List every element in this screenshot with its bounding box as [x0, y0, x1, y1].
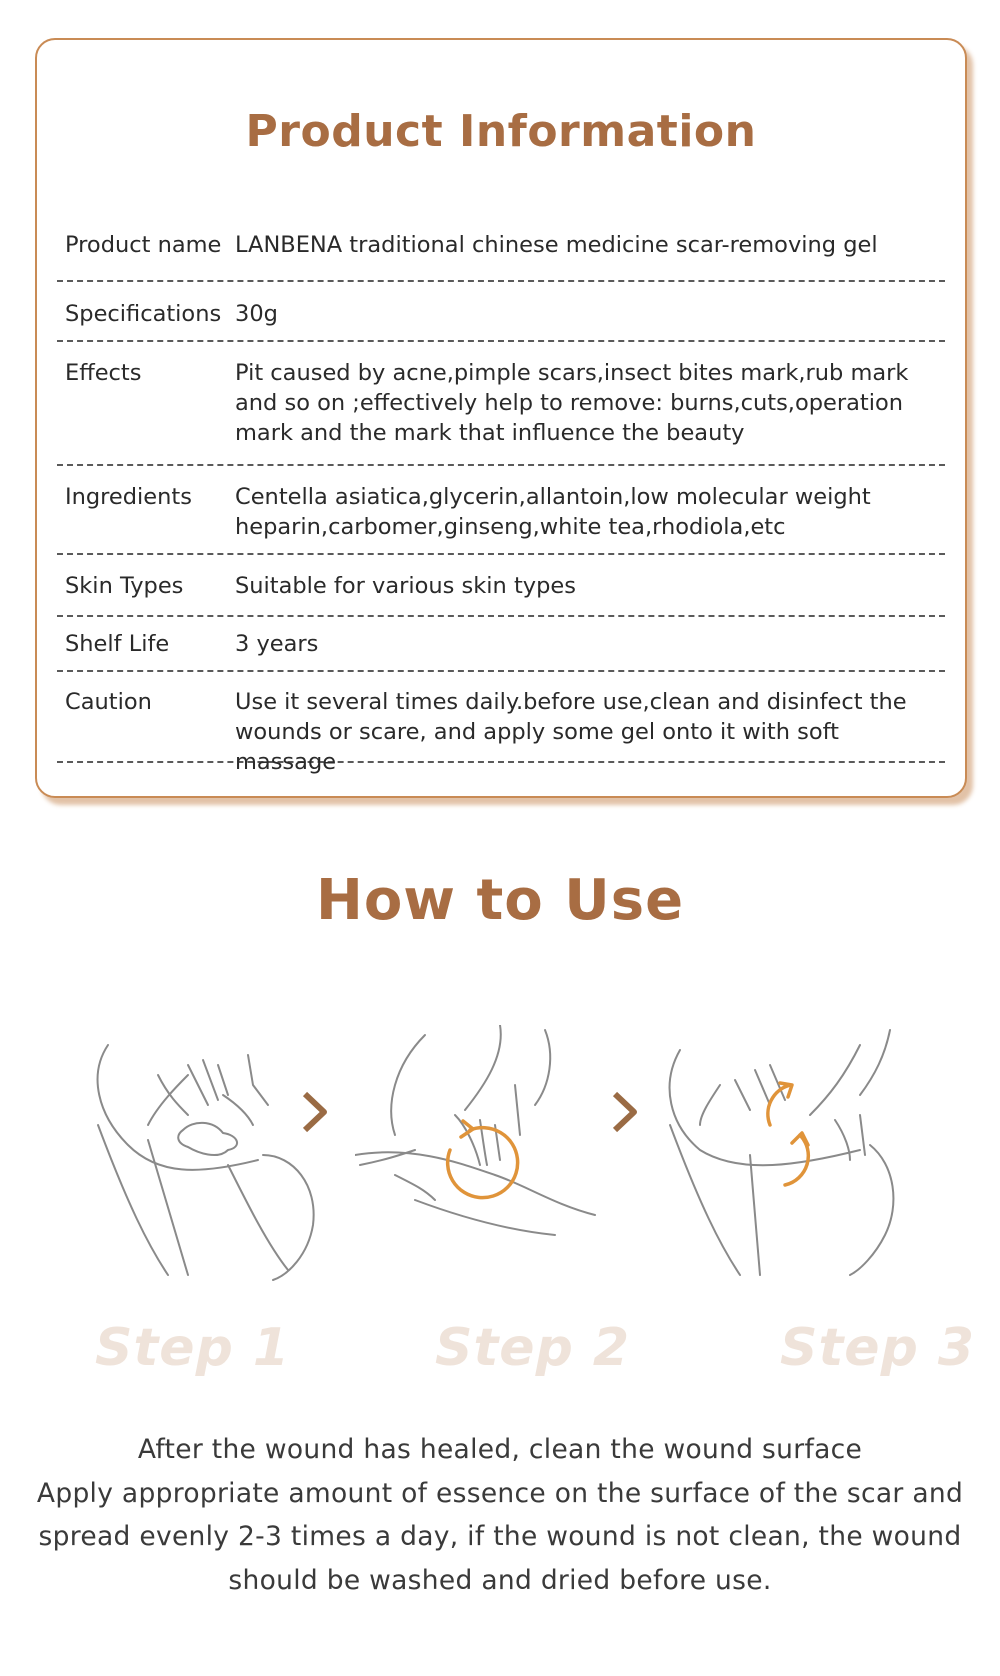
product-info-title: Product Information: [245, 106, 757, 157]
info-label: Skin Types: [65, 573, 184, 599]
leg-gel-application-icon: [88, 1025, 328, 1285]
info-label: Caution: [65, 689, 152, 715]
leg-spread-massage-icon: [660, 1025, 920, 1285]
step-1-label: Step 1: [95, 1318, 291, 1378]
info-row-skin-types: [57, 555, 945, 617]
info-label: Effects: [65, 360, 142, 386]
product-info-table: [57, 222, 945, 775]
chevron-right-icon: [610, 1090, 640, 1138]
info-label: Product name: [65, 232, 222, 258]
info-row-ingredients: [57, 466, 945, 555]
step-2-label: Step 2: [435, 1318, 631, 1378]
info-row-effects: [57, 342, 945, 466]
usage-description: [0, 1428, 1000, 1602]
info-value: Pit caused by acne,pimple scars,insect bites mark,rub mark and so on ;effectively help to remove: burns,cuts,operation mark and the mark that influence the beauty: [235, 360, 909, 446]
info-value: Suitable for various skin types: [235, 573, 576, 599]
step-3-label: Step 3: [780, 1318, 976, 1378]
info-value: Centella asiatica,glycerin,allantoin,low molecular weight heparin,carbomer,ginseng,white tea,rhodiola,etc: [235, 484, 871, 540]
info-value: 30g: [235, 301, 278, 327]
description-line: spread evenly 2-3 times a day, if the wound is not clean, the wound: [38, 1521, 962, 1552]
description-line: Apply appropriate amount of essence on the surface of the scar and: [36, 1477, 964, 1509]
leg-circular-massage-icon: [355, 1025, 605, 1285]
info-value: 3 years: [235, 631, 319, 657]
info-row-caution: [57, 672, 945, 775]
how-to-use-title: How to Use: [315, 868, 685, 933]
info-value: LANBENA traditional chinese medicine scar-removing gel: [235, 232, 878, 258]
product-info-card: [35, 38, 967, 798]
info-label: Specifications: [65, 301, 222, 327]
info-row-specifications: [57, 282, 945, 342]
description-line: After the wound has healed, clean the wound surface: [137, 1434, 863, 1465]
chevron-right-icon: [300, 1090, 330, 1138]
info-value: Use it several times daily.before use,clean and disinfect the wounds or scare, and apply some gel onto it with soft massage: [235, 689, 907, 775]
description-line: should be washed and dried before use.: [228, 1564, 772, 1596]
info-label: Shelf Life: [65, 631, 170, 657]
info-label: Ingredients: [65, 484, 192, 510]
info-row-shelf-life: [57, 617, 945, 672]
info-row-product-name: [57, 222, 945, 282]
